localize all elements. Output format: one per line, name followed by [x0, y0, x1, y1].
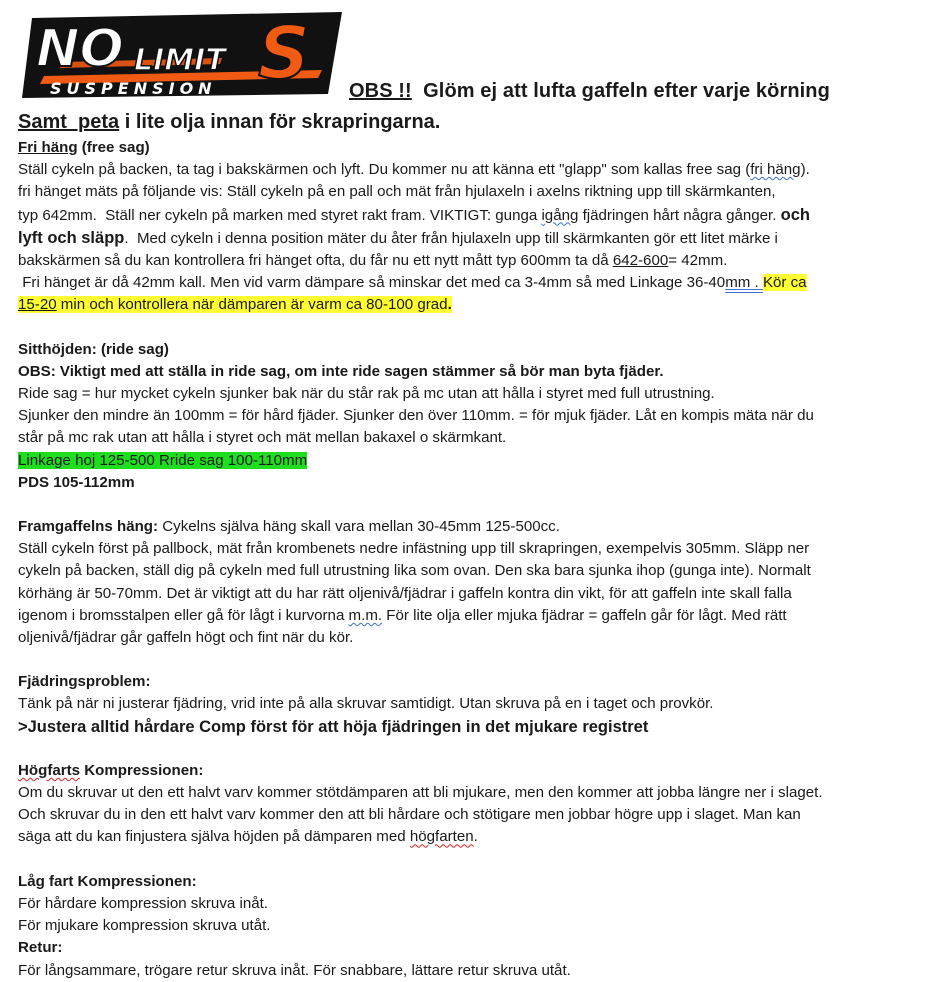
- header-line2: [18, 111, 440, 134]
- text: bakskärmen så du kan kontrollera fri hänget ofta, du får nu ett nytt mått typ 600mm ta då: [18, 252, 613, 270]
- section-title-retur: Retur:: [18, 939, 63, 957]
- paragraph-line: [18, 204, 930, 227]
- paragraph-line: [18, 605, 930, 627]
- text: Kompressionen:: [80, 761, 204, 779]
- fri-title-u: Fri häng: [18, 139, 78, 156]
- paragraph-line: Ride sag = hur mycket cykeln sjunker bak när du står rak på mc utan att hålla i styret med full utrustning.: [18, 385, 715, 403]
- text: fjädringen hårt några gånger.: [578, 206, 781, 224]
- section-title-lag: Låg fart Kompressionen:: [18, 872, 197, 890]
- paragraph-line: fri hänget mäts på följande vis: Ställ cykeln på en pall och mät från hjulaxeln i axelns riktning upp till skärmkanten,: [18, 183, 776, 201]
- paragraph-line: Ställ cykeln först på pallbock, mät från krombenets nedre infästning upp till skrapringen, exempelvis 305mm. Släpp ner: [18, 540, 810, 558]
- section-title-problem: Fjädringsproblem:: [18, 673, 151, 691]
- text: 642-600: [612, 252, 669, 270]
- logo-word-no: NO: [36, 19, 124, 79]
- header-obs-rest: Glöm ej att lufta gaffeln efter varje körning: [411, 80, 830, 102]
- text: .: [750, 274, 763, 292]
- paragraph-line: [18, 159, 930, 181]
- highlight-green: Linkage hoj 125-500 Rride sag 100-110mm: [18, 451, 308, 469]
- no-limits-logo: [22, 12, 348, 98]
- text: typ 642mm. Ställ ner cykeln på marken med styret rakt fram. VIKTIGT: gunga: [18, 206, 542, 224]
- sitt-obs: OBS: Viktigt med att ställa in ride sag, om inte ride sagen stämmer så bör man byta fjäder.: [18, 362, 664, 380]
- paragraph-line: [18, 272, 930, 294]
- text: Cykelns själva häng skall vara mellan 30-45mm 125-500cc.: [158, 518, 560, 536]
- fri-title-rest: (free sag): [77, 139, 150, 156]
- highlight-yellow: min och kontrollera när dämparen är varm ca 80-100 grad: [56, 296, 448, 314]
- paragraph-line: cykeln på backen, ställ dig på cykeln med full utrustning lika som ovan. Den ska bara sjunka ihop (gunga inte). Normalt: [18, 562, 811, 580]
- pds-line: PDS 105-112mm: [18, 473, 135, 491]
- paragraph-line: [18, 294, 930, 316]
- highlight-yellow: .: [447, 296, 452, 314]
- text: högfarten: [409, 828, 474, 846]
- paragraph-line: Och skruvar du in den ett halvt varv kommer den att bli hårdare och stötigare men jobbar högre upp i slaget. Man kan: [18, 806, 801, 824]
- section-title-fri: [18, 137, 930, 159]
- text: Ställ cykeln på backen, ta tag i bakskärmen och lyft. Du kommer nu att känna ett "glapp" som kallas free sag (: [18, 161, 751, 179]
- paragraph-line: oljenivå/fjädrar går gaffeln högt och fint när du kör.: [18, 629, 354, 647]
- highlight-yellow: 15-20: [18, 296, 57, 314]
- problem-tip: >Justera alltid hårdare Comp först för att höja fjädringen in det mjukare registret: [18, 717, 649, 736]
- text: ).: [800, 161, 810, 179]
- paragraph-line: [18, 250, 930, 272]
- paragraph-line: står på mc rak utan att hålla i styret och mät mellan bakaxel o skärmkant.: [18, 429, 507, 447]
- paragraph-line: [18, 516, 930, 538]
- text: lyft och släpp: [18, 228, 125, 247]
- text: Fri hänget är då 42mm kall. Men vid varm dämpare så minskar det med ca 3-4mm så med Linkage 36-40: [18, 274, 726, 292]
- text: igång: [541, 206, 579, 224]
- paragraph-line: körhäng är 50-70mm. Det är viktigt att du har rätt oljenivå/fjädrar i gaffeln kontra din vikt, för att gaffeln inte skall falla: [18, 584, 792, 602]
- logo-tagline: SUSPENSION: [50, 79, 217, 98]
- document-body: [18, 137, 930, 982]
- section-title-fram: Framgaffelns häng:: [18, 518, 159, 536]
- logo-word-s: S: [258, 12, 310, 95]
- text: mm: [725, 274, 751, 292]
- text: = 42mm.: [668, 252, 728, 270]
- paragraph-line: För långsammare, trögare retur skruva inåt. För snabbare, lättare retur skruva utåt.: [18, 961, 571, 979]
- section-title-sitt: Sitthöjden: (ride sag): [18, 340, 169, 358]
- text: m.m.: [348, 606, 383, 624]
- paragraph-line: För mjukare kompression skruva utåt.: [18, 917, 271, 935]
- text: igenom i bromsstalpen eller gå för lågt i kurvorna: [18, 606, 349, 624]
- header-line2-rest: i lite olja innan för skrapringarna.: [119, 111, 441, 133]
- header-obs-line: [349, 80, 830, 103]
- text: Högfarts: [18, 761, 81, 779]
- text: fri häng: [750, 161, 801, 179]
- highlight-yellow: Kör ca: [762, 274, 807, 292]
- text: och: [780, 205, 810, 224]
- text: För lite olja eller mjuka fjädrar = gaffeln går för lågt. Med rätt: [382, 606, 787, 624]
- text: säga att du kan finjustera själva höjden på dämparen med: [18, 828, 410, 846]
- paragraph-line: Tänk på när ni justerar fjädring, vrid inte på alla skruvar samtidigt. Utan skruva på en i taget och provkör.: [18, 695, 714, 713]
- paragraph-line: Sjunker den mindre än 100mm = för hård fjäder. Sjunker den över 110mm. = för mjuk fjäder. Låt en kompis mäta när du: [18, 407, 814, 425]
- logo-word-limit: LIMIT: [134, 43, 226, 78]
- paragraph-line: [18, 450, 930, 472]
- text: . Med cykeln i denna position mäter du åter från hjulaxeln upp till skärmkanten gör ett litet märke i: [124, 229, 778, 247]
- paragraph-line: För hårdare kompression skruva inåt.: [18, 894, 268, 912]
- header-samt-peta: Samt peta: [18, 111, 120, 133]
- paragraph-line: [18, 227, 930, 250]
- section-title-hog: [18, 760, 930, 782]
- paragraph-line: [18, 826, 930, 848]
- header-obs: OBS !!: [349, 80, 412, 102]
- text: .: [473, 828, 478, 846]
- paragraph-line: Om du skruvar ut den ett halvt varv kommer stötdämparen att bli mjukare, men den kommer att jobba längre ner i slaget.: [18, 784, 823, 802]
